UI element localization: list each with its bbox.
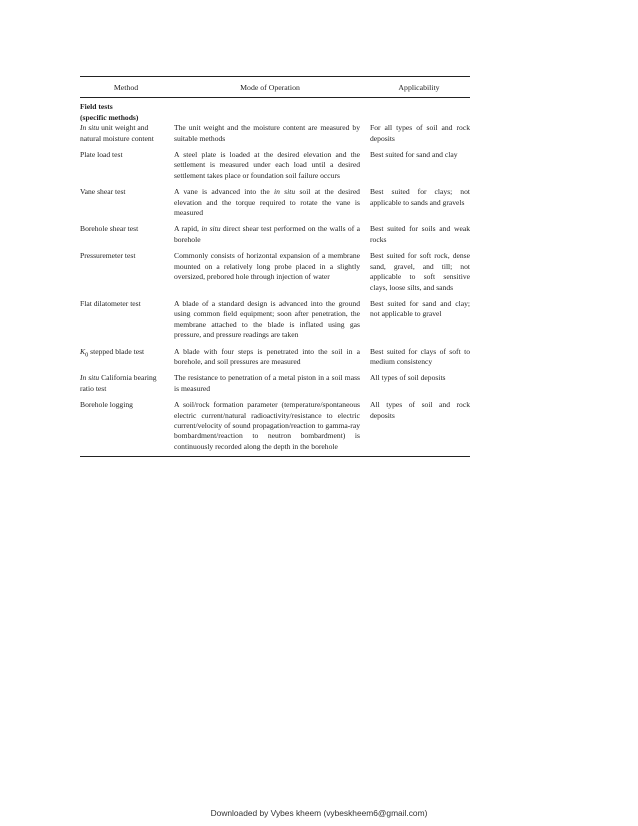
mode-text: direct shear test performed on the walls of a borehole [174, 224, 360, 244]
table-row [80, 400, 470, 457]
method-italic: K [80, 346, 86, 356]
applicability-cell: Best suited for soils and weak rocks [370, 224, 470, 244]
header-applicability: Applicability [368, 77, 470, 98]
method-cell: Vane shear test [80, 187, 126, 197]
method-cell: Borehole shear test [80, 224, 139, 234]
table-header-row [80, 77, 470, 98]
applicability-cell: All types of soil and rock deposits [368, 400, 470, 457]
mode-cell: A soil/rock formation parameter (temperature/spontaneous electric current/natural radioactivity/resistance to electric current/velocity of sound propagation/reaction to gamma-ray bombardment/reaction to neutron bombardment) is continuously recorded along the depth in the borehole [172, 400, 368, 457]
mode-italic: in situ [201, 224, 221, 234]
method-cell [80, 123, 172, 150]
method-cell: Plate load test [80, 150, 123, 160]
method-cell: Borehole logging [80, 400, 172, 457]
field-tests-table [80, 76, 470, 457]
table-row [80, 251, 470, 299]
applicability-cell: Best suited for clays of soft to medium consistency [370, 346, 470, 366]
method-cell: Pressuremeter test [80, 251, 136, 261]
method-text: California bearing ratio test [80, 373, 157, 393]
method-cell: Flat dilatometer test [80, 298, 141, 308]
mode-cell: A steel plate is loaded at the desired elevation and the settlement is measured under each load until a desired settlement takes place or foundation soil failure occurs [174, 150, 360, 180]
applicability-cell: All types of soil deposits [370, 373, 446, 383]
applicability-cell: Best suited for soft rock, dense sand, gravel, and till; not applicable to soft sensitive clays, loose silts, and sands [370, 251, 470, 292]
method-cell [80, 347, 172, 374]
table-row [80, 224, 470, 251]
document-page [80, 76, 470, 457]
method-text: unit weight and natural moisture content [80, 123, 154, 143]
section-title [80, 98, 470, 123]
method-text: stepped blade test [88, 346, 145, 356]
mode-cell [172, 224, 368, 251]
applicability-cell: Best suited for sand and clay; not applicable to gravel [370, 298, 470, 319]
mode-text: soil at the desired elevation and the torque required to rotate the vane is measured [174, 187, 360, 218]
method-cell [80, 373, 172, 400]
mode-cell: The unit weight and the moisture content are measured by suitable methods [174, 123, 360, 143]
applicability-cell: Best suited for sand and clay [370, 150, 458, 160]
method-subscript: 0 [85, 351, 89, 359]
applicability-cell: Best suited for clays; not applicable to sands and gravels [370, 187, 470, 207]
header-mode-of-operation: Mode of Operation [172, 77, 368, 98]
table-row [80, 123, 470, 150]
applicability-cell: For all types of soil and rock deposits [370, 123, 470, 143]
table-row [80, 373, 470, 400]
section-title-line2: (specific methods) [80, 112, 139, 122]
header-method: Method [80, 77, 172, 98]
mode-text: A rapid, [174, 224, 202, 234]
download-footer: Downloaded by Vybes kheem (vybeskheem6@gmail.com) [210, 808, 428, 818]
section-row [80, 98, 470, 123]
mode-cell: A blade of a standard design is advanced into the ground using common field equipment; soon after penetration, the membrane attached to the blade is inflated using gas pressure, and pressure readings are taken [174, 298, 360, 340]
mode-cell: The resistance to penetration of a metal piston in a soil mass is measured [174, 373, 360, 393]
mode-italic: in situ [273, 187, 296, 197]
method-italic: In situ [80, 373, 100, 383]
table-row [80, 150, 470, 187]
mode-cell: A blade with four steps is penetrated into the soil in a borehole, and soil pressures are measured [174, 346, 360, 366]
mode-cell: Commonly consists of horizontal expansion of a membrane mounted on a relatively long probe placed in a slightly oversized, prebored hole through injection of water [174, 251, 360, 282]
section-title-line1: Field tests [80, 102, 113, 112]
table-row [80, 347, 470, 374]
table-row [80, 187, 470, 224]
table-row [80, 299, 470, 347]
mode-text: A vane is advanced into the [174, 187, 274, 197]
mode-cell [172, 187, 368, 224]
method-italic: In situ [80, 123, 100, 133]
